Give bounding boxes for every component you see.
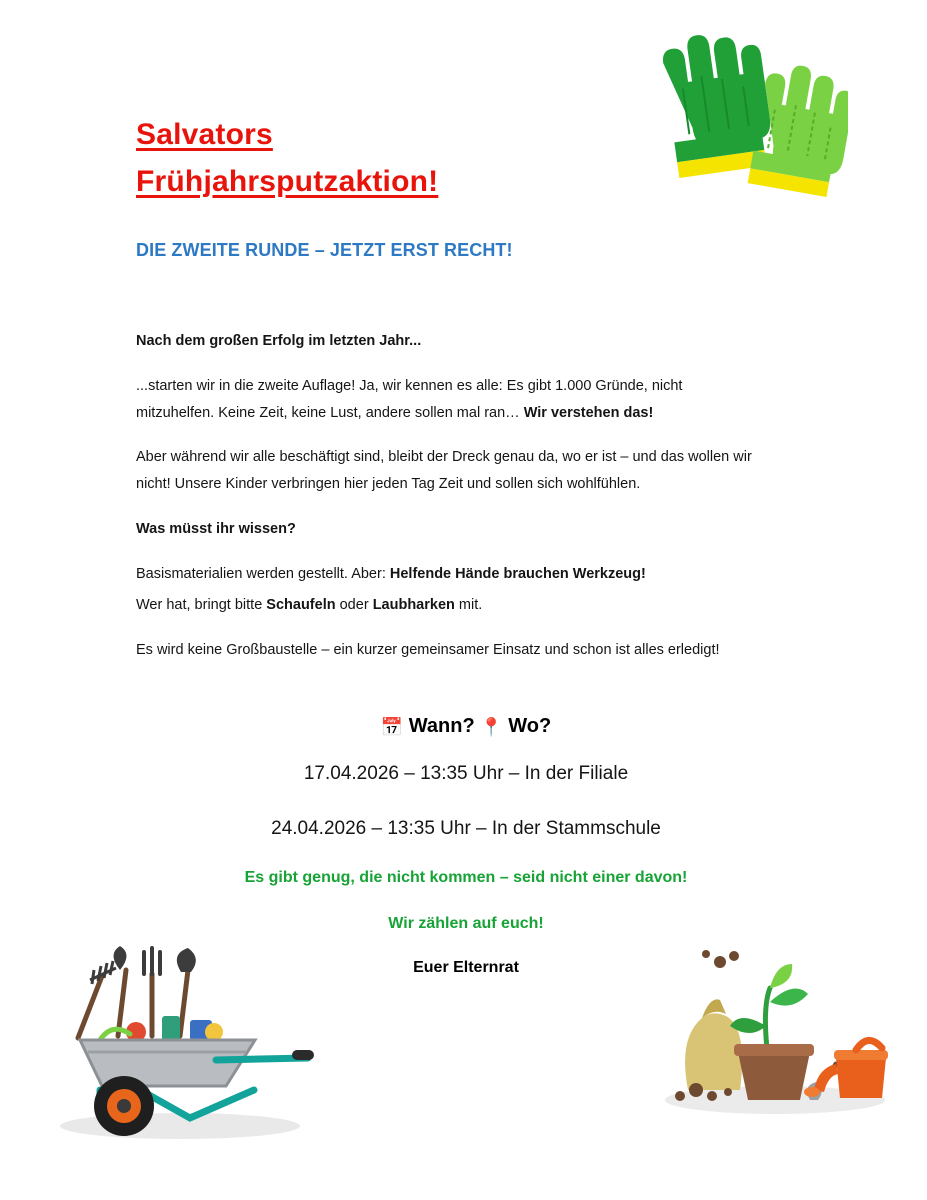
wheelbarrow-with-tools-illustration bbox=[40, 940, 315, 1150]
event-details bbox=[136, 712, 796, 977]
section-1-heading: Nach dem großen Erfolg im letzten Jahr... bbox=[136, 333, 422, 349]
page-title bbox=[136, 112, 656, 205]
text-run: oder bbox=[335, 596, 373, 613]
text-run: Wer hat, bringt bitte bbox=[136, 596, 267, 613]
text-run-bold: Schaufeln bbox=[266, 596, 336, 613]
closing-line-2: Wir zählen auf euch! bbox=[388, 915, 544, 933]
text-run: ...starten wir in die zweite Auflage! Ja, wir kennen es alle: Es gibt 1.000 Gründe, nicht mitzuhelfen. Keine Zeit, keine Lust, andere sollen mal ran… bbox=[136, 377, 683, 421]
text-run: Es wird keine Großbaustelle – ein kurzer gemeinsamer Einsatz und schon ist alles erledigt! bbox=[136, 641, 720, 658]
section-2-heading: Was müsst ihr wissen? bbox=[136, 521, 296, 538]
plants-and-watering-can-illustration bbox=[650, 940, 895, 1125]
event-heading-where: Wo? bbox=[508, 715, 552, 737]
closing-line-1: Es gibt genug, die nicht kommen – seid nicht einer davon! bbox=[244, 869, 688, 887]
text-run: mit. bbox=[454, 596, 483, 613]
text-run-bold: Wir verstehen das! bbox=[523, 404, 654, 421]
section-2-paragraph-1 bbox=[136, 561, 756, 588]
section-2-paragraph-3 bbox=[136, 637, 756, 664]
text-run: Aber während wir alle beschäftigt sind, bleibt der Dreck genau da, wo er ist – und das wollen wir nicht! Unsere Kinder verbringen hier jeden Tag Zeit und sollen sich wohlfühlen. bbox=[136, 449, 752, 493]
section-1-paragraph-1 bbox=[136, 373, 756, 427]
section-2-paragraph-2 bbox=[136, 592, 756, 619]
event-heading-when: Wann? bbox=[408, 715, 475, 737]
title-line-2: Frühjahrsputzaktion! bbox=[136, 164, 439, 198]
signature: Euer Elternrat bbox=[413, 959, 519, 977]
event-date-2: 24.04.2026 – 13:35 Uhr – In der Stammschule bbox=[271, 817, 661, 839]
text-run: Basismaterialien werden gestellt. Aber: bbox=[136, 565, 390, 582]
event-date-1: 17.04.2026 – 13:35 Uhr – In der Filiale bbox=[303, 763, 629, 785]
calendar-icon: 📅 bbox=[380, 717, 404, 737]
gardening-gloves-illustration bbox=[648, 18, 848, 208]
text-run-bold: Laubharken bbox=[372, 596, 455, 613]
body-copy bbox=[136, 328, 756, 681]
map-pin-icon: 📍 bbox=[480, 717, 503, 737]
event-heading bbox=[136, 712, 796, 740]
title-line-1: Salvators bbox=[136, 118, 273, 151]
subtitle: DIE ZWEITE RUNDE – JETZT ERST RECHT! bbox=[136, 240, 513, 260]
section-1-paragraph-2 bbox=[136, 444, 756, 498]
text-run-bold: Helfende Hände brauchen Werkzeug! bbox=[389, 565, 646, 582]
